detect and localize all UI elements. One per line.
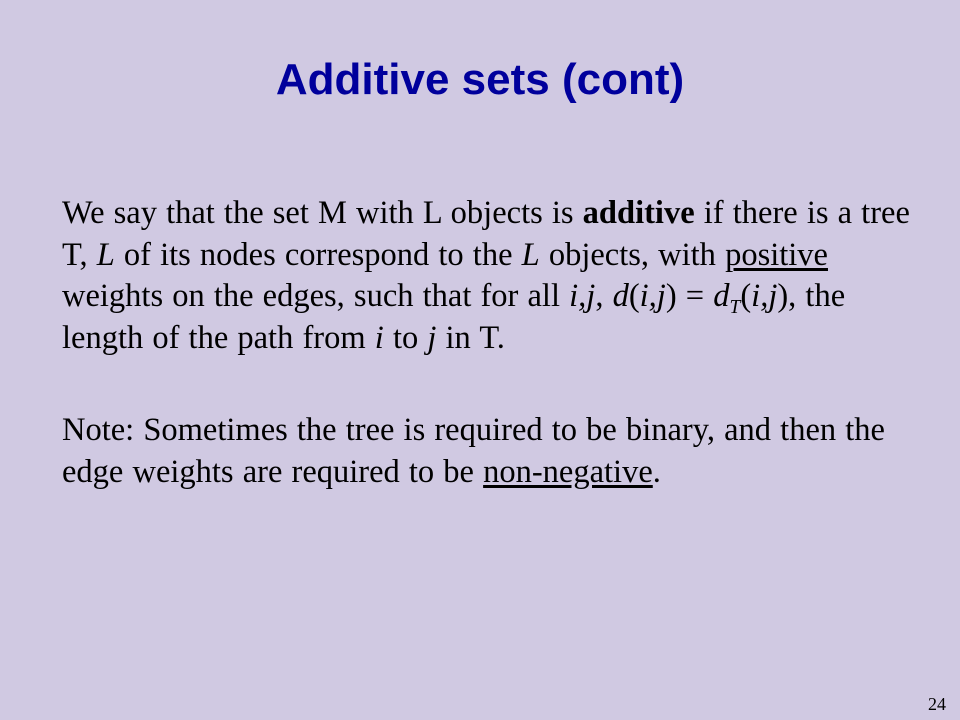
underlined-term-non-negative: non-negative: [483, 453, 653, 490]
text-span: objects, with: [539, 236, 726, 273]
italic-var-d: d: [713, 278, 730, 314]
text-span: of its nodes correspond to the: [114, 236, 522, 273]
subscript-T: [729, 297, 740, 318]
text-span: (: [740, 278, 752, 314]
text-span: ,: [595, 278, 613, 314]
text-span: ), the length of the path from: [62, 278, 846, 356]
italic-var-ij: i,j: [569, 278, 596, 314]
italic-var-d: d: [612, 278, 629, 314]
italic-var-ij: i,j: [751, 278, 778, 314]
text-span: Note: Sometimes the tree is required to be binary, and then the edge weights are required to be: [62, 412, 885, 490]
underlined-term-positive: positive: [725, 236, 828, 273]
text-span: (: [628, 278, 640, 314]
text-span: to: [383, 319, 428, 356]
definition-paragraph: [62, 193, 922, 359]
bold-term-additive: additive: [582, 195, 695, 231]
text-span: .: [652, 453, 661, 490]
italic-var-T: T: [729, 296, 741, 318]
italic-var-L: L: [521, 236, 540, 273]
text-span: in T.: [436, 319, 505, 356]
italic-var-ij: i,j: [639, 278, 666, 314]
text-span: ) =: [665, 278, 714, 314]
page-number: 24: [928, 694, 946, 714]
slide-title: Additive sets (cont): [275, 55, 685, 104]
italic-var-i: i: [374, 319, 384, 356]
italic-var-L: L: [96, 236, 115, 273]
note-paragraph: [62, 410, 922, 493]
italic-var-j: j: [427, 319, 437, 356]
text-span: We say that the set M with L objects is: [62, 195, 583, 231]
text-span: weights on the edges, such that for all: [62, 278, 570, 314]
text-span: if there is a tree T,: [62, 195, 910, 273]
